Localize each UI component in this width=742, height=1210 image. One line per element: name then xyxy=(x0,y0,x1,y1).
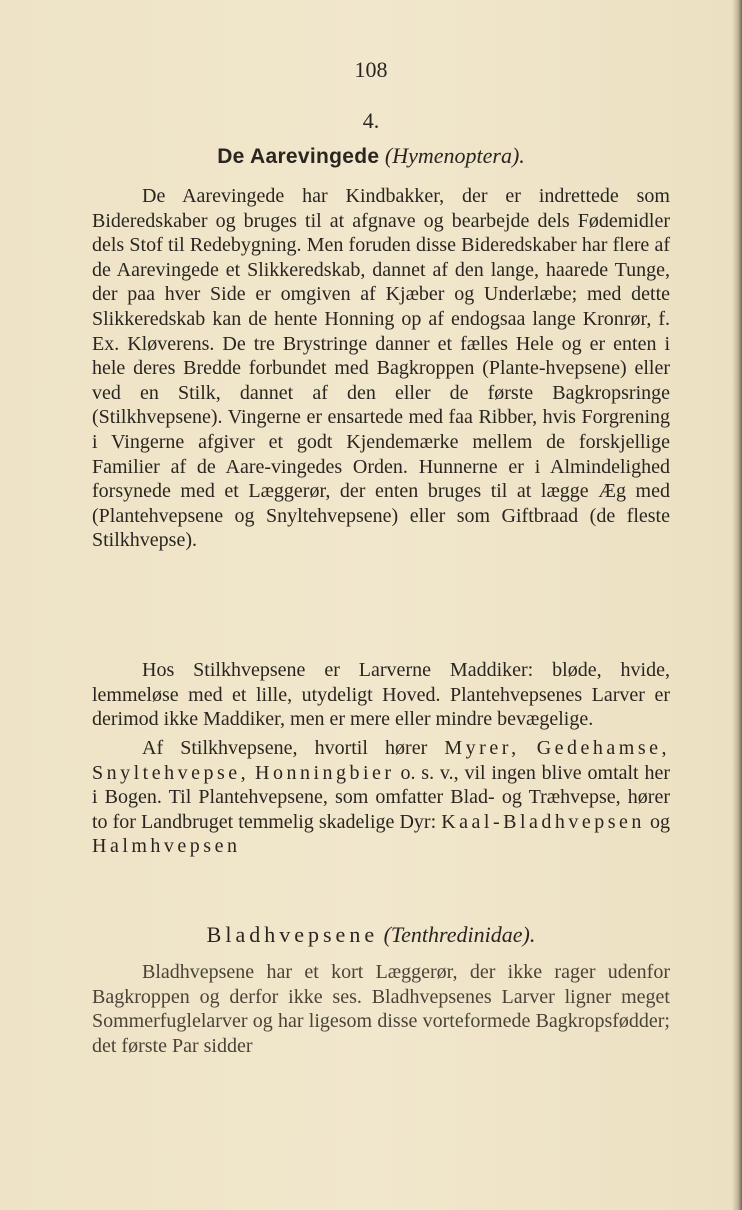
paragraph-3-part1: Af Stilkhvepsene, hvortil hører xyxy=(142,737,428,759)
term-snyltehvepse: Snyltehvepse, xyxy=(92,761,250,784)
paragraph-2 xyxy=(92,658,670,732)
term-honningbier: Honningbier xyxy=(255,761,395,784)
section-title-main: De Aarevingede xyxy=(217,145,380,168)
section-title xyxy=(0,143,742,169)
sub-section-title-latin: (Tenthredinidae). xyxy=(383,922,536,947)
page-edge-shadow xyxy=(732,0,742,1210)
paragraph-1-text: De Aarevingede har Kindbakker, der er indrettede som Bideredskaber og bruges til at afgnave og bearbejde dels Fødemidler dels Stof til Redebygning. Men foruden disse Bideredskaber har flere af de Aarevingede et Slikkeredskab, dannet af den lange, haarede Tunge, der paa hver Side er omgiven af Kjæber og Underlæbe; med dette Slikkeredskab kan de hente Honning op af endogsaa lange Kronrør, f. Ex. Kløverens. De tre Brystringe danner et fælles Hele og er enten i hele deres Bredde forbundet med Bagkroppen (Plante-hvepsene) eller ved en Stilk, dannet af den eller de første Bagkropsringe (Stilkhvepsene). Vingerne er ensartede med faa Ribber, hvis Forgrening i Vingerne afgiver et godt Kjendemærke mellem de forskjellige Familier af de Aare-vingedes Orden. Hunnerne er i Almindelighed forsynede med et Læggerør, der enten bruges til at lægge Æg med (Plantehvepsene og Snyltehvepsene) eller som Giftbraad (de fleste Stilkhvepse). xyxy=(92,185,670,552)
section-number: 4. xyxy=(362,108,380,133)
sub-section-title xyxy=(0,922,742,948)
section-title-latin: (Hymenoptera). xyxy=(384,143,525,168)
paragraph-3-text xyxy=(92,736,670,859)
term-gedehamse: Gedehamse, xyxy=(536,737,671,759)
paragraph-3-og: og xyxy=(650,810,671,833)
paragraph-2-text: Hos Stilkhvepsene er Larverne Maddiker: bløde, hvide, lemmeløse med et lille, utydeligt Hoved. Plantehvepsenes Larver er derimod ikke Maddiker, men er mere eller mindre bevægelige. xyxy=(92,659,670,731)
paragraph-4 xyxy=(92,960,670,1058)
paragraph-1 xyxy=(92,184,670,553)
paragraph-3-part2: o. s. v., vil ingen blive omtalt her i Bogen. Til Plantehvepsene, som omfatter Blad- og Træhvepse, hører to for Landbruget temmelig skadelige Dyr: xyxy=(92,761,670,833)
paragraph-4-text: Bladhvepsene har et kort Læggerør, der ikke rager udenfor Bagkroppen og derfor ikke ses. Bladhvepsenes Larver ligner meget Sommerfuglelarver og har ligesom disse vorteformede Bagkropsfødder; det første Par sidder xyxy=(92,961,670,1057)
term-halmhvepsen: Halmhvepsen xyxy=(92,835,241,858)
sub-section-title-main: Bladhvepsene xyxy=(206,922,379,947)
paragraph-3 xyxy=(92,736,670,859)
page-number: 108 xyxy=(354,57,388,82)
term-kaal-bladhvepsen: Kaal-Bladhvepsen xyxy=(441,810,645,833)
term-myrer: Myrer, xyxy=(444,737,520,759)
